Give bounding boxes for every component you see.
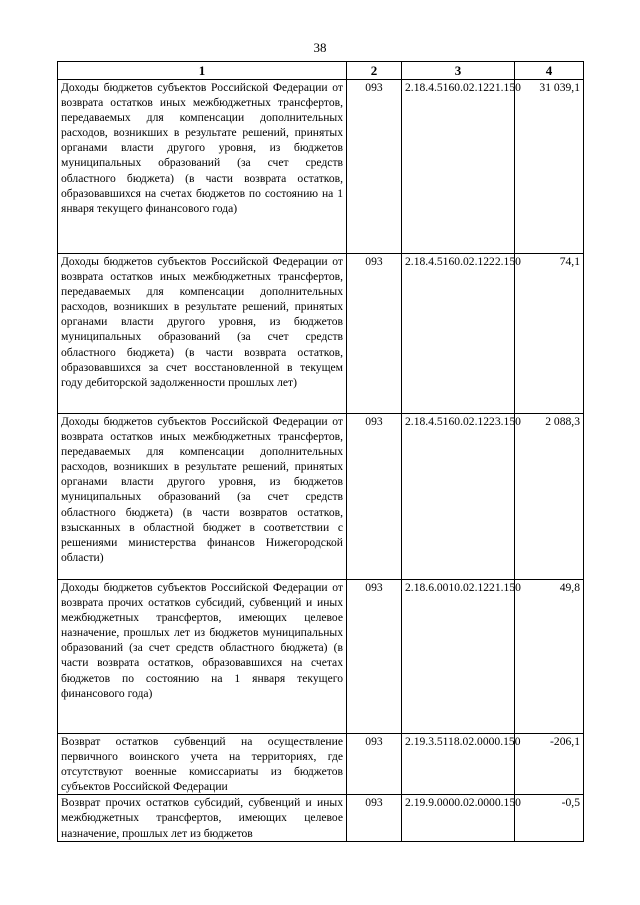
row-admin-code: 093 <box>347 580 402 734</box>
row-description: Доходы бюджетов субъектов Российской Федерации от возврата прочих остатков субсидий, субвенций и иных межбюджетных трансфертов, имеющих целевое назначение, прошлых лет из бюджетов муниципальных образований (за счет средств областного бюджета) (в части возврата остатков, образовавшихся на счетах бюджетов по состоянию на 1 января текущего финансового года) <box>58 580 347 734</box>
row-budget-classification-code: 2.18.4.5160.02.1221.150 <box>402 80 515 254</box>
row-description: Возврат остатков субвенций на осуществление первичного воинского учета на территориях, где отсутствуют военные комиссариаты из бюджетов субъектов Российской Федерации <box>58 734 347 795</box>
row-amount: -206,1 <box>515 734 584 795</box>
row-amount: -0,5 <box>515 795 584 841</box>
row-amount: 31 039,1 <box>515 80 584 254</box>
table-row <box>58 414 584 580</box>
page-number: 38 <box>313 40 327 55</box>
table-row <box>58 580 584 734</box>
budget-table <box>57 61 584 842</box>
row-admin-code: 093 <box>347 795 402 841</box>
column-header-4: 4 <box>515 62 584 80</box>
row-admin-code: 093 <box>347 734 402 795</box>
row-description: Доходы бюджетов субъектов Российской Федерации от возврата остатков иных межбюджетных трансфертов, передаваемых для компенсации дополнительных расходов, возникших в результате решений, принятых органами власти другого уровня, из бюджетов муниципальных образований (за счет средств областного бюджета) (в части возвратов остатков, взысканных в областной бюджет в соответствии с решениями министерства финансов Нижегородской области) <box>58 414 347 580</box>
row-budget-classification-code: 2.19.9.0000.02.0000.150 <box>402 795 515 841</box>
row-budget-classification-code: 2.18.4.5160.02.1222.150 <box>402 254 515 414</box>
row-budget-classification-code: 2.19.3.5118.02.0000.150 <box>402 734 515 795</box>
row-amount: 2 088,3 <box>515 414 584 580</box>
row-admin-code: 093 <box>347 414 402 580</box>
table-row <box>58 80 584 254</box>
row-description: Доходы бюджетов субъектов Российской Федерации от возврата остатков иных межбюджетных трансфертов, передаваемых для компенсации дополнительных расходов, возникших в результате решений, принятых органами власти другого уровня, из бюджетов муниципальных образований (за счет средств областного бюджета) (в части возврата остатков, образовавшихся за счет восстановленной в текущем году дебиторской задолженности прошлых лет) <box>58 254 347 414</box>
table-row <box>58 795 584 841</box>
column-header-3: 3 <box>402 62 515 80</box>
row-budget-classification-code: 2.18.4.5160.02.1223.150 <box>402 414 515 580</box>
row-amount: 49,8 <box>515 580 584 734</box>
row-budget-classification-code: 2.18.6.0010.02.1221.150 <box>402 580 515 734</box>
table-row <box>58 254 584 414</box>
row-description: Возврат прочих остатков субсидий, субвенций и иных межбюджетных трансфертов, имеющих целевое назначение, прошлых лет из бюджетов <box>58 795 347 841</box>
column-header-2: 2 <box>347 62 402 80</box>
table-header-row <box>58 62 584 80</box>
row-amount: 74,1 <box>515 254 584 414</box>
row-description: Доходы бюджетов субъектов Российской Федерации от возврата остатков иных межбюджетных трансфертов, передаваемых для компенсации дополнительных расходов, возникших в результате решений, принятых органами власти другого уровня, из бюджетов муниципальных образований (за счет средств областного бюджета) (в части возврата остатков, образовавшихся на счетах бюджетов по состоянию на 1 января текущего финансового года) <box>58 80 347 254</box>
row-admin-code: 093 <box>347 80 402 254</box>
row-admin-code: 093 <box>347 254 402 414</box>
column-header-1: 1 <box>58 62 347 80</box>
table-row <box>58 734 584 795</box>
